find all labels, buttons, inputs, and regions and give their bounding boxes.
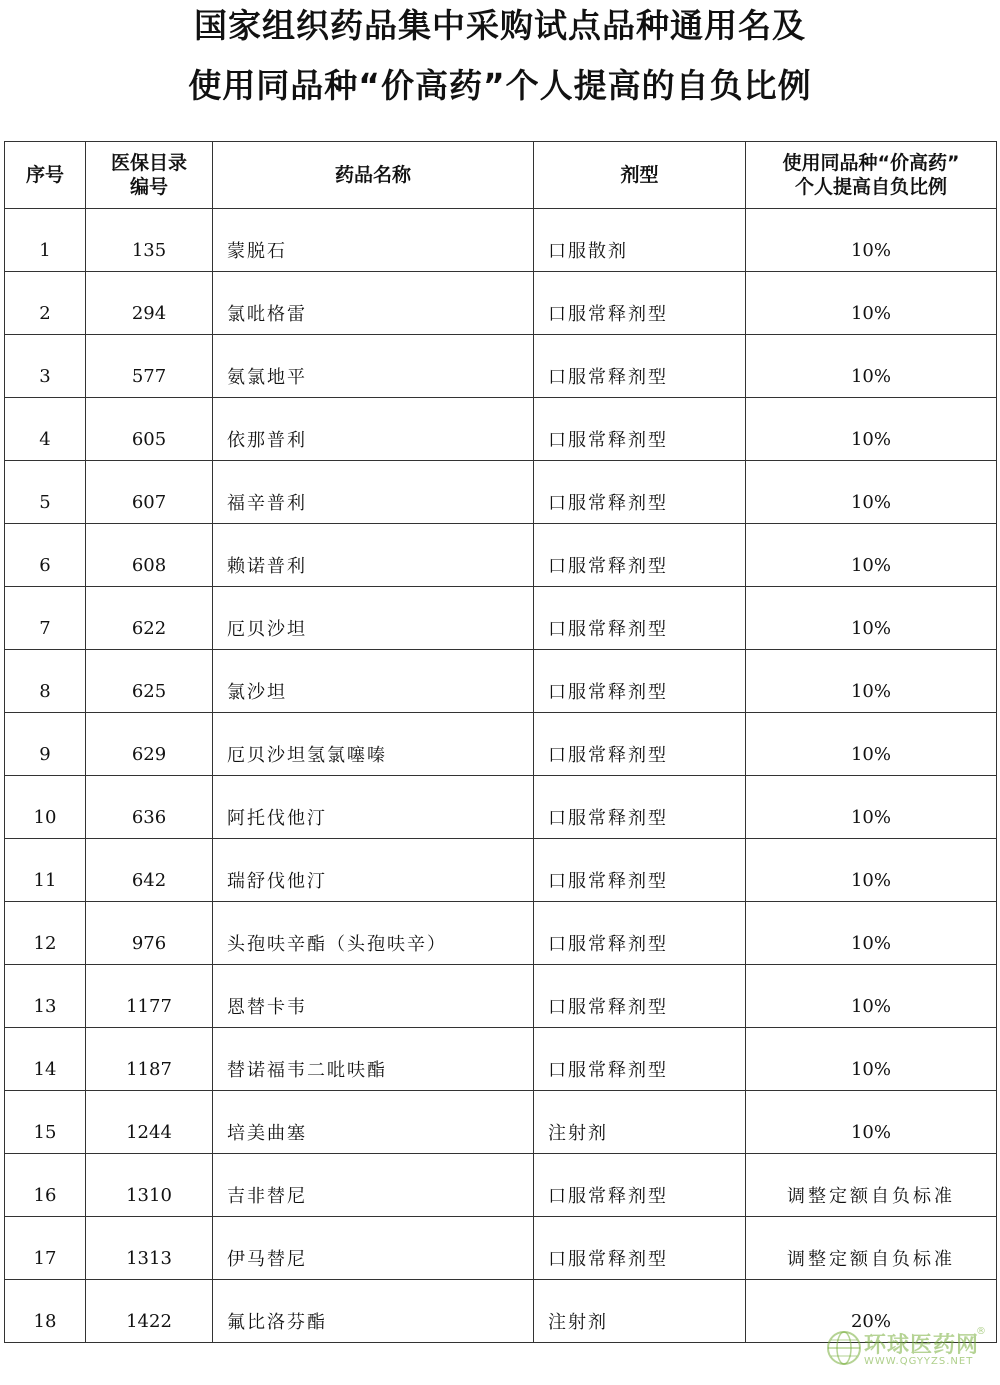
row-index-cell: 12 xyxy=(5,902,86,965)
row-ratio-cell: 10% xyxy=(746,713,997,776)
row-name-cell: 依那普利 xyxy=(213,398,534,461)
header-ratio-line1: 使用同品种“价高药” xyxy=(782,152,960,174)
header-code-line2: 编号 xyxy=(129,176,168,198)
row-form-cell: 口服常释剂型 xyxy=(534,965,746,1028)
row-ratio-cell: 10% xyxy=(746,461,997,524)
row-name-cell: 厄贝沙坦氢氯噻嗪 xyxy=(213,713,534,776)
row-index-cell: 8 xyxy=(5,650,86,713)
title-line-1: 国家组织药品集中采购试点品种通用名及 xyxy=(194,6,806,45)
row-form-cell: 口服常释剂型 xyxy=(534,398,746,461)
row-code-cell: 1177 xyxy=(86,965,213,1028)
row-name-cell: 培美曲塞 xyxy=(213,1091,534,1154)
watermark-registered-mark: ® xyxy=(976,1326,986,1337)
row-ratio-cell: 10% xyxy=(746,272,997,335)
table-row xyxy=(5,1154,997,1217)
title-line-2: 使用同品种“价高药”个人提高的自负比例 xyxy=(188,66,812,105)
row-code-cell: 607 xyxy=(86,461,213,524)
header-code xyxy=(86,142,213,209)
drug-table xyxy=(4,141,997,1343)
header-name: 药品名称 xyxy=(213,142,534,209)
table-row xyxy=(5,398,997,461)
table-row xyxy=(5,1091,997,1154)
row-ratio-cell: 10% xyxy=(746,1091,997,1154)
table-row xyxy=(5,713,997,776)
row-ratio-cell: 调整定额自负标准 xyxy=(746,1154,997,1217)
watermark-text: 环球医药网 xyxy=(864,1333,980,1358)
table-body xyxy=(5,209,997,1343)
table-header-row xyxy=(5,142,997,209)
row-ratio-cell: 10% xyxy=(746,776,997,839)
table-row xyxy=(5,209,997,272)
row-name-cell: 阿托伐他汀 xyxy=(213,776,534,839)
row-form-cell: 口服常释剂型 xyxy=(534,713,746,776)
table-row xyxy=(5,1217,997,1280)
table-row xyxy=(5,335,997,398)
row-form-cell: 口服常释剂型 xyxy=(534,1028,746,1091)
watermark-url: WWW.QGYYZS.NET xyxy=(864,1356,974,1367)
row-code-cell: 135 xyxy=(86,209,213,272)
globe-icon xyxy=(826,1330,862,1366)
row-code-cell: 976 xyxy=(86,902,213,965)
row-name-cell: 瑞舒伐他汀 xyxy=(213,839,534,902)
row-index-cell: 1 xyxy=(5,209,86,272)
row-code-cell: 642 xyxy=(86,839,213,902)
row-code-cell: 294 xyxy=(86,272,213,335)
row-name-cell: 赖诺普利 xyxy=(213,524,534,587)
row-form-cell: 口服常释剂型 xyxy=(534,587,746,650)
row-name-cell: 氟比洛芬酯 xyxy=(213,1280,534,1343)
row-index-cell: 4 xyxy=(5,398,86,461)
row-form-cell: 口服常释剂型 xyxy=(534,335,746,398)
row-name-cell: 伊马替尼 xyxy=(213,1217,534,1280)
row-form-cell: 口服常释剂型 xyxy=(534,902,746,965)
row-ratio-cell: 10% xyxy=(746,587,997,650)
row-name-cell: 氯沙坦 xyxy=(213,650,534,713)
row-form-cell: 注射剂 xyxy=(534,1091,746,1154)
row-ratio-cell: 10% xyxy=(746,902,997,965)
row-name-cell: 厄贝沙坦 xyxy=(213,587,534,650)
row-form-cell: 注射剂 xyxy=(534,1280,746,1343)
row-ratio-cell: 10% xyxy=(746,524,997,587)
row-name-cell: 氨氯地平 xyxy=(213,335,534,398)
row-code-cell: 577 xyxy=(86,335,213,398)
row-form-cell: 口服常释剂型 xyxy=(534,1217,746,1280)
row-code-cell: 629 xyxy=(86,713,213,776)
row-name-cell: 蒙脱石 xyxy=(213,209,534,272)
row-ratio-cell: 10% xyxy=(746,1028,997,1091)
row-index-cell: 13 xyxy=(5,965,86,1028)
row-index-cell: 9 xyxy=(5,713,86,776)
row-ratio-cell: 10% xyxy=(746,839,997,902)
row-form-cell: 口服常释剂型 xyxy=(534,524,746,587)
row-name-cell: 吉非替尼 xyxy=(213,1154,534,1217)
table-row xyxy=(5,524,997,587)
row-index-cell: 15 xyxy=(5,1091,86,1154)
row-index-cell: 14 xyxy=(5,1028,86,1091)
row-index-cell: 10 xyxy=(5,776,86,839)
table-row xyxy=(5,587,997,650)
row-form-cell: 口服常释剂型 xyxy=(534,461,746,524)
table-row xyxy=(5,650,997,713)
row-code-cell: 622 xyxy=(86,587,213,650)
row-index-cell: 3 xyxy=(5,335,86,398)
row-index-cell: 17 xyxy=(5,1217,86,1280)
table-row xyxy=(5,839,997,902)
row-code-cell: 625 xyxy=(86,650,213,713)
row-ratio-cell: 10% xyxy=(746,965,997,1028)
row-form-cell: 口服常释剂型 xyxy=(534,650,746,713)
row-form-cell: 口服常释剂型 xyxy=(534,272,746,335)
row-ratio-cell: 10% xyxy=(746,209,997,272)
row-ratio-cell: 10% xyxy=(746,335,997,398)
row-form-cell: 口服散剂 xyxy=(534,209,746,272)
row-code-cell: 605 xyxy=(86,398,213,461)
row-ratio-cell: 10% xyxy=(746,650,997,713)
row-index-cell: 7 xyxy=(5,587,86,650)
header-index: 序号 xyxy=(5,142,86,209)
row-code-cell: 636 xyxy=(86,776,213,839)
row-index-cell: 5 xyxy=(5,461,86,524)
row-name-cell: 福辛普利 xyxy=(213,461,534,524)
row-index-cell: 6 xyxy=(5,524,86,587)
header-ratio xyxy=(746,142,997,209)
row-name-cell: 替诺福韦二吡呋酯 xyxy=(213,1028,534,1091)
table-row xyxy=(5,461,997,524)
header-ratio-line2: 个人提高自负比例 xyxy=(794,176,947,198)
row-index-cell: 16 xyxy=(5,1154,86,1217)
table-row xyxy=(5,1028,997,1091)
row-index-cell: 11 xyxy=(5,839,86,902)
row-form-cell: 口服常释剂型 xyxy=(534,839,746,902)
row-ratio-cell: 10% xyxy=(746,398,997,461)
row-name-cell: 头孢呋辛酯（头孢呋辛） xyxy=(213,902,534,965)
row-code-cell: 1313 xyxy=(86,1217,213,1280)
row-code-cell: 608 xyxy=(86,524,213,587)
row-code-cell: 1244 xyxy=(86,1091,213,1154)
row-name-cell: 氯吡格雷 xyxy=(213,272,534,335)
row-form-cell: 口服常释剂型 xyxy=(534,1154,746,1217)
watermark xyxy=(826,1326,996,1372)
table-row xyxy=(5,776,997,839)
header-code-line1: 医保目录 xyxy=(110,152,187,174)
row-form-cell: 口服常释剂型 xyxy=(534,776,746,839)
header-form: 剂型 xyxy=(534,142,746,209)
row-index-cell: 18 xyxy=(5,1280,86,1343)
row-name-cell: 恩替卡韦 xyxy=(213,965,534,1028)
row-ratio-cell: 调整定额自负标准 xyxy=(746,1217,997,1280)
row-code-cell: 1310 xyxy=(86,1154,213,1217)
table-row xyxy=(5,902,997,965)
row-ratio-cell: 20% xyxy=(746,1280,997,1343)
table-row xyxy=(5,272,997,335)
row-code-cell: 1187 xyxy=(86,1028,213,1091)
table-row xyxy=(5,965,997,1028)
row-index-cell: 2 xyxy=(5,272,86,335)
row-code-cell: 1422 xyxy=(86,1280,213,1343)
